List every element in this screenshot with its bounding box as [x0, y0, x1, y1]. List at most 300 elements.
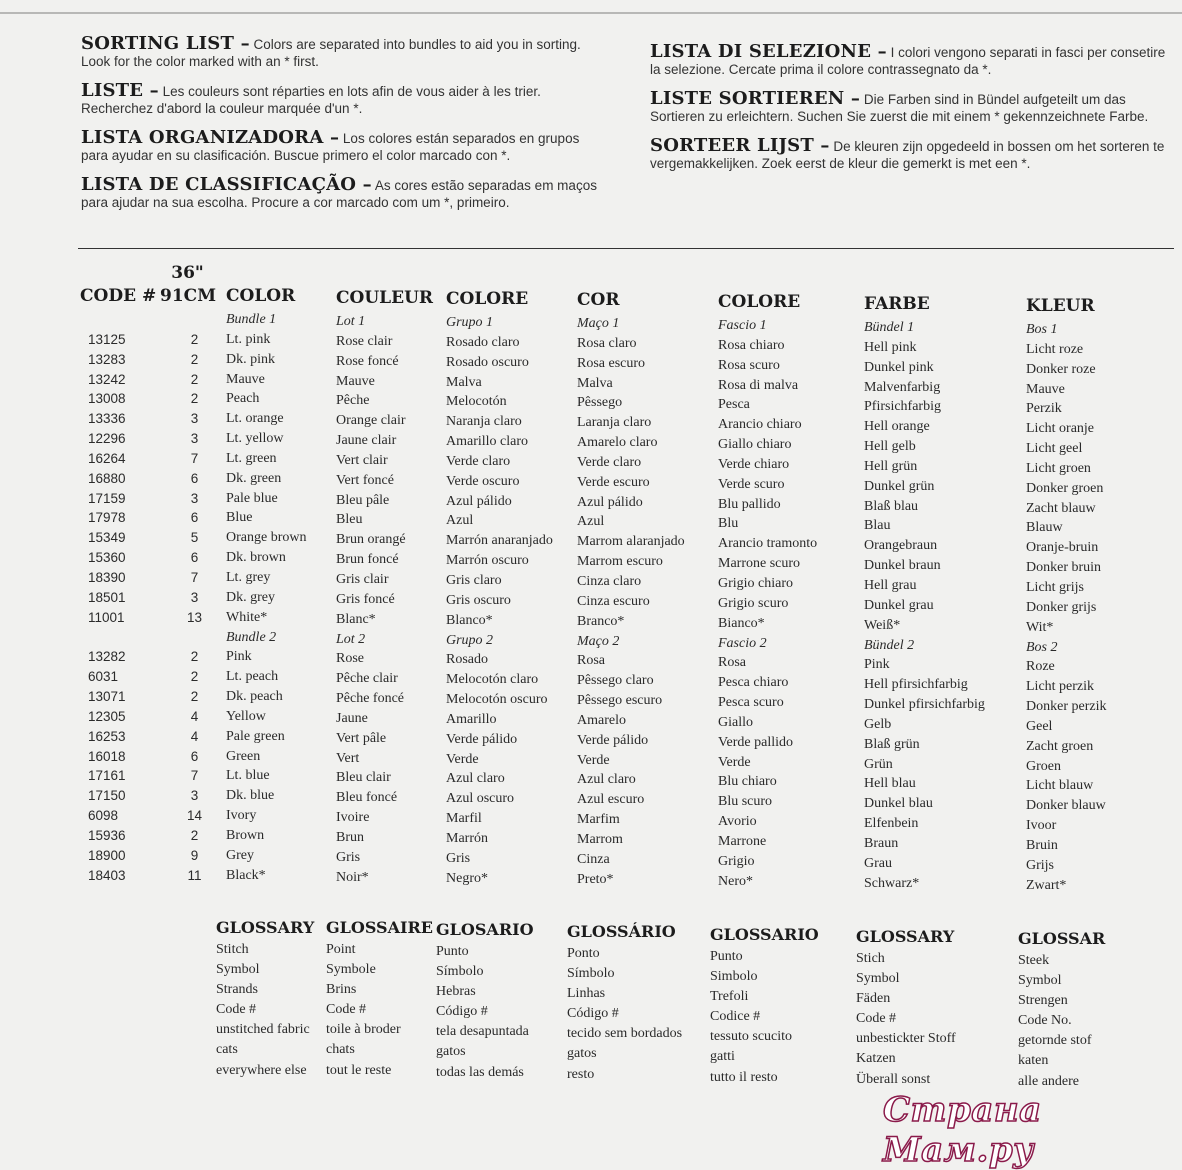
color-name: Naranja claro	[446, 414, 522, 430]
color-name: Rose	[336, 651, 364, 667]
color-name: Marrón	[446, 830, 488, 846]
color-name: Donker grijs	[1026, 599, 1097, 615]
color-name: Brun foncé	[336, 552, 399, 568]
glossary-term: Simbolo	[710, 969, 758, 985]
color-name: Zacht groen	[1026, 738, 1094, 754]
color-name: Rosa claro	[577, 335, 637, 351]
glossary-term: tout le reste	[326, 1062, 392, 1078]
color-name: Giallo chiaro	[718, 437, 792, 453]
color-name: Pesca chiaro	[718, 675, 789, 691]
color-name: Grigio scuro	[718, 595, 789, 611]
color-name: Dunkel grau	[864, 597, 934, 613]
color-name: Dunkel braun	[864, 558, 941, 574]
table-cell: 15360	[88, 550, 126, 566]
color-name: Lt. green	[226, 450, 277, 466]
color-name: Hell pink	[864, 339, 917, 355]
intro-dutch: SORTEER LIJST – De kleuren zijn opgedeeld in bossen om het sorteren te vergemakkelijken. Zoek eerst de kleur die gemerkt is met een *.	[650, 135, 1165, 171]
table-cell: 18501	[88, 589, 126, 605]
table-cell: 13125	[88, 331, 126, 347]
color-name: Amarelo claro	[577, 435, 658, 451]
color-name: Vert	[336, 750, 360, 766]
table-cell: 15936	[88, 827, 126, 843]
table-cell: 12296	[88, 431, 126, 447]
glossary-term: Steek	[1018, 953, 1050, 968]
color-name: Dunkel pink	[864, 359, 934, 375]
color-name: Verde	[446, 751, 479, 767]
glossary-header: GLOSSARY	[856, 927, 955, 946]
color-name: Gris oscuro	[446, 592, 511, 608]
bundle-label: Bündel 1	[864, 320, 915, 335]
intro-portuguese: LISTA DE CLASSIFICAÇÃO – As cores estão separadas em maços para ajudar na sua escolha. Procure a cor marcado com um *, primeiro.	[81, 174, 597, 210]
column-header: COLORE	[718, 292, 801, 312]
glossary-term: tutto il resto	[710, 1069, 778, 1085]
color-name: Lt. yellow	[226, 431, 284, 447]
table-cell: 3	[190, 490, 199, 506]
color-name: Orange brown	[226, 530, 307, 546]
color-name: Negro*	[446, 870, 488, 886]
color-name: Giallo	[718, 714, 753, 730]
color-name: Amarillo claro	[446, 434, 529, 450]
color-name: Rosado oscuro	[446, 354, 529, 370]
color-name: Peach	[226, 391, 260, 407]
table-cell: 14	[186, 808, 203, 824]
color-name: Dk. pink	[226, 351, 275, 367]
glossary-term: Symbol	[1018, 973, 1062, 989]
color-name: Licht groen	[1026, 460, 1091, 476]
glossary-term: Symbol	[216, 962, 260, 978]
glossary-term: unstitched fabric	[216, 1022, 310, 1038]
color-name: Pêssego	[577, 395, 623, 411]
color-name: Marrom	[577, 831, 623, 847]
color-name: Cinza	[577, 851, 610, 867]
color-name: Licht blauw	[1026, 778, 1094, 794]
color-name: Black*	[226, 867, 266, 883]
color-name: Lt. pink	[226, 331, 271, 347]
glossary-italian	[710, 925, 845, 1088]
glossary-term: Code #	[326, 1002, 367, 1018]
table-cell: 4	[190, 708, 199, 724]
color-name: Vert foncé	[336, 472, 394, 488]
glossary-term: getornde stof	[1018, 1033, 1092, 1049]
color-name: Rose foncé	[336, 353, 399, 369]
glossary-term: toile à broder	[326, 1022, 401, 1038]
color-name: Grau	[864, 855, 892, 871]
color-name: Verde claro	[577, 454, 642, 470]
bundle-label: Lot 2	[336, 631, 366, 647]
glossary-term: Símbolo	[567, 966, 615, 982]
glossary-term: cats	[216, 1042, 238, 1058]
color-name: Gris foncé	[336, 591, 395, 607]
intro-italian: LISTA DI SELEZIONE – I colori vengono separati in fasci per consetire la selezione. Cercate prima il colore contrassegnato da *.	[650, 41, 1166, 77]
table-cell: 18403	[88, 867, 126, 883]
color-name: Licht perzik	[1026, 679, 1095, 695]
color-name: Blu chiaro	[718, 774, 777, 790]
color-name: Arancio tramonto	[718, 536, 818, 552]
color-name: Marrom alaranjado	[577, 534, 685, 550]
color-name: Geel	[1026, 718, 1053, 734]
table-cell: 16880	[88, 470, 126, 486]
color-name: Melocotón claro	[446, 672, 539, 688]
table-cell: 11	[187, 867, 202, 883]
color-name: Verde pálido	[446, 731, 518, 747]
color-name: Noir*	[336, 869, 369, 885]
color-name: Hell gelb	[864, 439, 916, 455]
color-name: Ivoor	[1026, 818, 1057, 834]
length-header-inches: 36"	[171, 263, 204, 283]
table-cell: 4	[190, 728, 199, 744]
color-name: Zacht blauw	[1026, 500, 1096, 516]
color-name: Hell blau	[864, 776, 916, 792]
glossary-term: Stitch	[216, 942, 249, 957]
color-name: Brown	[226, 827, 265, 843]
color-name: Pfirsichfarbig	[864, 399, 941, 415]
color-name: Hell orange	[864, 419, 930, 435]
color-name: Licht roze	[1026, 341, 1084, 357]
color-column-portuguese	[577, 290, 717, 889]
color-name: Jaune	[336, 710, 368, 726]
table-cell: 6031	[88, 669, 119, 685]
glossary-term: Ponto	[567, 946, 600, 961]
table-cell: 17161	[88, 768, 126, 784]
glossary-header: GLOSSÁRIO	[567, 922, 676, 941]
color-name: Dunkel pfirsichfarbig	[864, 697, 985, 713]
color-name: Pêche foncé	[336, 691, 405, 707]
table-cell: 15349	[88, 530, 126, 546]
column-header: COLOR	[226, 286, 296, 306]
table-cell: 13336	[88, 411, 126, 427]
glossary-term: Punto	[710, 949, 743, 964]
color-name: Gris claro	[446, 572, 502, 588]
color-name: Ivoire	[336, 810, 370, 826]
glossary-term: Symbole	[326, 962, 376, 978]
intro-spanish: LISTA ORGANIZADORA – Los colores están separados en grupos para ayudar en su clasificación. Buscue primero el color marcado con *.	[81, 127, 580, 163]
color-name: Verde oscuro	[446, 473, 520, 489]
color-name: Vert clair	[336, 452, 388, 468]
bundle-label: Bos 1	[1026, 322, 1058, 337]
color-name: Pêssego claro	[577, 673, 654, 689]
color-name: Grigio chiaro	[718, 575, 794, 591]
color-name: Blanco*	[446, 612, 493, 628]
bundle-label: Fascio 1	[718, 318, 767, 333]
table-cell: 18390	[88, 569, 126, 585]
glossary-header: GLOSSAR	[1018, 929, 1106, 948]
lengths-bundle-1	[160, 330, 215, 628]
color-name: Rosa di malva	[718, 377, 799, 393]
bundle-label: Maço 1	[577, 316, 620, 331]
color-name: Brun	[336, 829, 364, 845]
color-name: Rosado claro	[446, 334, 520, 350]
color-name: Licht geel	[1026, 441, 1083, 457]
table-cell: 2	[190, 827, 199, 843]
color-name: Malva	[577, 375, 613, 391]
intro-left	[81, 35, 601, 223]
color-name: Bleu clair	[336, 770, 391, 786]
glossary-term: Trefoli	[710, 989, 749, 1005]
glossary-term: Point	[326, 942, 356, 957]
glossary-term: tecido sem bordados	[567, 1026, 683, 1042]
color-name: Grey	[226, 847, 254, 863]
color-name: Vert pâle	[336, 730, 387, 746]
glossary-term: Code #	[216, 1002, 257, 1018]
color-name: Pêche	[336, 393, 370, 409]
glossary-term: everywhere else	[216, 1062, 307, 1078]
color-name: Lt. blue	[226, 768, 270, 784]
color-name: Mauve	[1026, 381, 1065, 397]
color-name: Dk. blue	[226, 788, 275, 804]
table-cell: 17159	[88, 490, 126, 506]
color-name: Grün	[864, 756, 893, 772]
color-name: Dk. grey	[226, 589, 275, 605]
color-name: Gelb	[864, 716, 892, 732]
table-cell: 2	[190, 391, 199, 407]
table-cell: 5	[190, 530, 199, 546]
glossary-header: GLOSARIO	[436, 920, 534, 939]
table-cell: 17978	[88, 510, 126, 526]
color-name: Grigio	[718, 853, 755, 869]
color-name: Pesca	[718, 397, 750, 413]
table-cell: 6	[190, 550, 199, 566]
glossary-term: Brins	[326, 982, 357, 998]
glossary-header: GLOSSARIO	[710, 925, 819, 944]
color-name: Yellow	[226, 708, 266, 724]
color-name: Donker blauw	[1026, 798, 1106, 814]
color-name: Green	[226, 748, 261, 764]
color-name: Rosa	[577, 653, 605, 669]
table-cell: 18900	[88, 847, 126, 863]
color-name: Bleu	[336, 512, 363, 528]
color-name: Gris	[336, 849, 361, 865]
table-cell: 3	[190, 589, 199, 605]
glossary-term: todas las demás	[436, 1064, 524, 1080]
color-name: Pale blue	[226, 490, 278, 506]
table-cell: 6	[190, 510, 199, 526]
color-name: Hell grau	[864, 577, 917, 593]
color-name: Blaß blau	[864, 498, 919, 514]
color-name: Lt. orange	[226, 411, 284, 427]
table-cell: 2	[190, 331, 199, 347]
color-name: Bleu pâle	[336, 492, 390, 508]
glossary-term: Código #	[567, 1006, 619, 1022]
color-name: Amarelo	[577, 712, 626, 728]
bundle-label: Bundle 1	[226, 312, 277, 327]
table-cell: 2	[190, 371, 199, 387]
table-cell: 3	[190, 431, 199, 447]
color-name: Azul	[577, 514, 605, 530]
table-cell: 6	[190, 470, 199, 486]
glossary-term: Strengen	[1018, 993, 1068, 1009]
code-column	[80, 286, 157, 885]
color-name: Pink	[226, 649, 252, 665]
color-name: Mauve	[226, 371, 265, 387]
color-name: Groen	[1026, 758, 1061, 774]
color-name: Mauve	[336, 373, 375, 389]
table-cell: 13	[186, 609, 203, 625]
color-name: Hell grün	[864, 458, 918, 474]
glossary-term: gatti	[710, 1049, 735, 1065]
glossary-term: Katzen	[856, 1051, 896, 1067]
glossary-term: tessuto scucito	[710, 1029, 793, 1045]
glossary-term: Code #	[856, 1011, 897, 1027]
color-name: Azul claro	[446, 771, 505, 787]
glossary-term: Strands	[216, 982, 258, 998]
color-name: Verde pálido	[577, 732, 649, 748]
code-header: CODE #	[80, 286, 157, 306]
intro-german: LISTE SORTIEREN – Die Farben sind in Bündel aufgeteilt um das Sortieren zu erleichtern. Suchen Sie zuerst die mit einem * gekennzeichnete Farbe.	[650, 88, 1149, 124]
color-name: Marfil	[446, 811, 482, 827]
table-cell: 7	[190, 569, 199, 585]
color-name: Blu pallido	[718, 496, 781, 512]
color-name: Pêche clair	[336, 671, 398, 687]
glossary-term: Fäden	[856, 991, 891, 1007]
color-name: Zwart*	[1026, 877, 1067, 893]
glossary-term: gatos	[436, 1044, 466, 1060]
column-header: COR	[577, 290, 620, 310]
bundle-label: Maço 2	[577, 633, 620, 649]
section-divider	[78, 248, 1174, 249]
table-cell: 9	[190, 847, 199, 863]
glossary-term: Code No.	[1018, 1013, 1072, 1029]
color-name: Lt. peach	[226, 669, 279, 685]
color-name: Rosa chiaro	[718, 337, 785, 353]
table-cell: 2	[190, 351, 199, 367]
color-name: Pink	[864, 657, 890, 673]
codes-bundle-2	[88, 647, 150, 885]
color-name: Gris clair	[336, 571, 389, 587]
color-name: Avorio	[718, 814, 757, 830]
glossary-portuguese	[567, 922, 702, 1085]
color-name: Blauw	[1026, 520, 1063, 536]
lengths-bundle-2	[160, 647, 215, 885]
color-name: Dk. brown	[226, 550, 286, 566]
table-cell: 2	[190, 689, 199, 705]
color-name: Gris	[446, 850, 471, 866]
bundle-label: Lot 1	[336, 314, 366, 329]
color-name: Licht grijs	[1026, 579, 1084, 595]
color-name: Pesca scuro	[718, 695, 784, 711]
glossary-term: katen	[1018, 1053, 1049, 1069]
bundle-label: Fascio 2	[718, 635, 767, 651]
bundle-label: Grupo 2	[446, 632, 494, 648]
color-name: Laranja claro	[577, 415, 652, 431]
glossary-term: unbestickter Stoff	[856, 1031, 956, 1047]
bundle-label: Grupo 1	[446, 315, 494, 330]
table-cell: 13071	[88, 689, 126, 705]
color-name: Rosa	[718, 655, 746, 671]
color-name: Malva	[446, 374, 482, 390]
color-name: Azul pálido	[577, 494, 643, 510]
codes-bundle-1	[88, 330, 150, 628]
color-name: Ivory	[226, 808, 257, 824]
color-name: Azul escuro	[577, 792, 645, 808]
color-name: Rosa scuro	[718, 357, 780, 373]
color-name: Verde claro	[446, 453, 511, 469]
glossary-term: Überall sonst	[856, 1071, 931, 1087]
color-name: Perzik	[1026, 401, 1062, 417]
color-name: Rosado	[446, 652, 488, 668]
color-name: Elfenbein	[864, 816, 919, 832]
color-name: Verde chiaro	[718, 456, 790, 472]
table-cell: 7	[190, 450, 199, 466]
length-column	[160, 263, 215, 885]
glossary-term: alle andere	[1018, 1073, 1080, 1089]
glossary-term: gatos	[567, 1046, 597, 1062]
table-cell: 11001	[88, 609, 125, 625]
color-name: Weiß*	[864, 617, 901, 633]
color-column-italian	[718, 292, 858, 891]
bundle-label: Bundle 2	[226, 629, 277, 645]
table-cell: 17150	[88, 788, 126, 804]
color-name: Melocotón oscuro	[446, 692, 548, 708]
intro-english: SORTING LIST – Colors are separated into bundles to aid you in sorting. Look for the color marked with an * first.	[81, 33, 581, 69]
color-name: Schwarz*	[864, 875, 920, 891]
color-column-dutch	[1026, 296, 1166, 895]
glossary-header: GLOSSARY	[216, 918, 315, 937]
color-name: Dunkel blau	[864, 796, 933, 812]
color-name: Azul oscuro	[446, 791, 515, 807]
table-cell: 2	[190, 649, 199, 665]
color-column-spanish	[446, 289, 586, 888]
color-name: Donker bruin	[1026, 560, 1102, 576]
table-cell: 16264	[88, 450, 126, 466]
glossary-term: tela desapuntada	[436, 1024, 529, 1040]
glossary-term: Symbol	[856, 971, 900, 987]
column-header: COLORE	[446, 289, 529, 309]
color-name: Verde escuro	[577, 474, 650, 490]
table-cell: 13283	[88, 351, 126, 367]
glossary-term: chats	[326, 1042, 355, 1058]
color-name: Blau	[864, 518, 891, 534]
color-name: Marrón anaranjado	[446, 533, 553, 549]
color-name: Jaune clair	[336, 433, 397, 449]
table-cell: 3	[190, 788, 199, 804]
color-name: Donker roze	[1026, 361, 1096, 377]
column-header: FARBE	[864, 294, 930, 314]
glossary-term: Hebras	[436, 984, 476, 1000]
glossary-dutch	[1018, 929, 1153, 1092]
color-name: Blue	[226, 510, 253, 526]
color-name: Bianco*	[718, 615, 765, 631]
glossary-term: Codice #	[710, 1009, 761, 1025]
color-name: Hell pfirsichfarbig	[864, 677, 968, 693]
color-name: Nero*	[718, 873, 753, 889]
table-cell: 2	[190, 669, 199, 685]
color-name: Wit*	[1026, 619, 1054, 635]
color-name: Grijs	[1026, 857, 1054, 873]
color-name: Marrone	[718, 833, 767, 849]
color-name: Verde	[718, 754, 751, 770]
glossary-term: Linhas	[567, 986, 606, 1002]
color-name: Arancio chiaro	[718, 417, 802, 433]
glossary-term: Símbolo	[436, 964, 484, 980]
color-name: Verde scuro	[718, 476, 785, 492]
color-name: Bruin	[1026, 837, 1058, 853]
color-name: Orangebraun	[864, 538, 938, 554]
color-name: Orange clair	[336, 413, 406, 429]
color-name: Braun	[864, 835, 899, 851]
table-cell: 16018	[88, 748, 126, 764]
color-name: Brun orangé	[336, 532, 406, 548]
color-name: Dk. green	[226, 470, 282, 486]
color-name: Rosa escuro	[577, 355, 646, 371]
color-name: Dunkel grün	[864, 478, 935, 494]
glossary-spanish	[436, 920, 571, 1083]
top-rule	[0, 12, 1182, 14]
color-name: Melocotón	[446, 394, 507, 410]
table-cell: 6	[190, 748, 199, 764]
bundle-label: Bündel 2	[864, 637, 915, 653]
color-name: Marrom escuro	[577, 554, 663, 570]
color-name: Verde pallido	[718, 734, 794, 750]
